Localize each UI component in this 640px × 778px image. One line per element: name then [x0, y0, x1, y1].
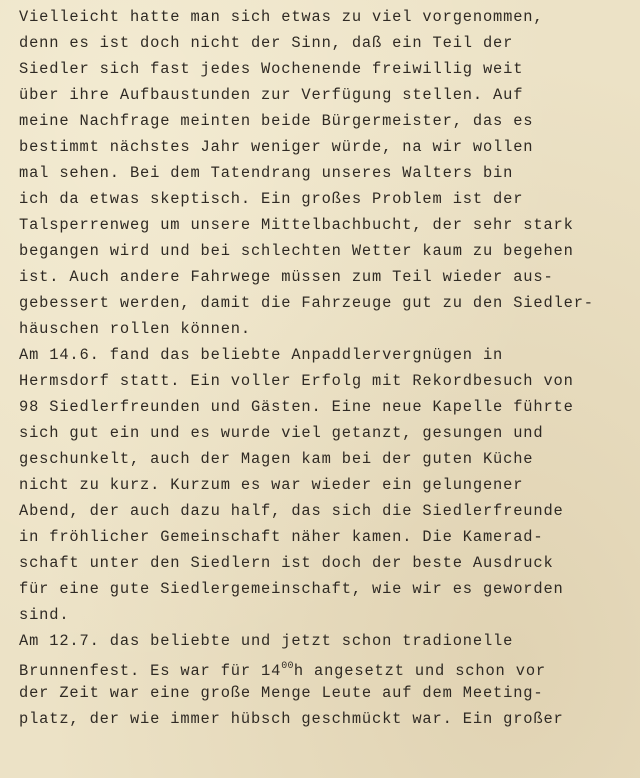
- text-line: ist. Auch andere Fahrwege müssen zum Teil wieder aus-: [19, 268, 554, 286]
- text-line: gebessert werden, damit die Fahrzeuge gut zu den Siedler-: [19, 294, 594, 312]
- text-line: bestimmt nächstes Jahr weniger würde, na wir wollen: [19, 138, 534, 156]
- text-line: Talsperrenweg um unsere Mittelbachbucht, der sehr stark: [19, 216, 574, 234]
- text-line: Vielleicht hatte man sich etwas zu viel vorgenommen,: [19, 8, 544, 26]
- text-line: häuschen rollen können.: [19, 320, 251, 338]
- text-line: schaft unter den Siedlern ist doch der beste Ausdruck: [19, 554, 554, 572]
- text-line: meine Nachfrage meinten beide Bürgermeister, das es: [19, 112, 534, 130]
- text-line: 98 Siedlerfreunden und Gästen. Eine neue Kapelle führte: [19, 398, 574, 416]
- text-line: Am 14.6. fand das beliebte Anpaddlervergnügen in: [19, 346, 504, 364]
- text-line: der Zeit war eine große Menge Leute auf dem Meeting-: [19, 684, 544, 702]
- text-line: denn es ist doch nicht der Sinn, daß ein Teil der: [19, 34, 514, 52]
- text-segment: Brunnenfest. Es war für 14: [19, 662, 282, 680]
- text-line: Am 12.7. das beliebte und jetzt schon tradionelle: [19, 632, 514, 650]
- superscript-text: 00: [281, 661, 294, 672]
- text-line: platz, der wie immer hübsch geschmückt war. Ein großer: [19, 710, 564, 728]
- text-line: Abend, der auch dazu half, das sich die Siedlerfreunde: [19, 502, 564, 520]
- text-line: geschunkelt, auch der Magen kam bei der guten Küche: [19, 450, 534, 468]
- text-segment: h angesetzt und schon vor: [293, 662, 546, 680]
- text-line: für eine gute Siedlergemeinschaft, wie wir es geworden: [19, 580, 564, 598]
- text-line: Hermsdorf statt. Ein voller Erfolg mit Rekordbesuch von: [19, 372, 574, 390]
- text-line: über ihre Aufbaustunden zur Verfügung stellen. Auf: [19, 86, 524, 104]
- text-line: mal sehen. Bei dem Tatendrang unseres Walters bin: [19, 164, 514, 182]
- text-line: sich gut ein und es wurde viel getanzt, gesungen und: [19, 424, 544, 442]
- text-line: ich da etwas skeptisch. Ein großes Problem ist der: [19, 190, 524, 208]
- text-line: begangen wird und bei schlechten Wetter kaum zu begehen: [19, 242, 574, 260]
- text-line: in fröhlicher Gemeinschaft näher kamen. Die Kamerad-: [19, 528, 544, 546]
- text-line: nicht zu kurz. Kurzum es war wieder ein gelungener: [19, 476, 524, 494]
- text-line: [19, 654, 546, 680]
- text-line: sind.: [19, 606, 70, 624]
- text-line: Siedler sich fast jedes Wochenende freiwillig weit: [19, 60, 524, 78]
